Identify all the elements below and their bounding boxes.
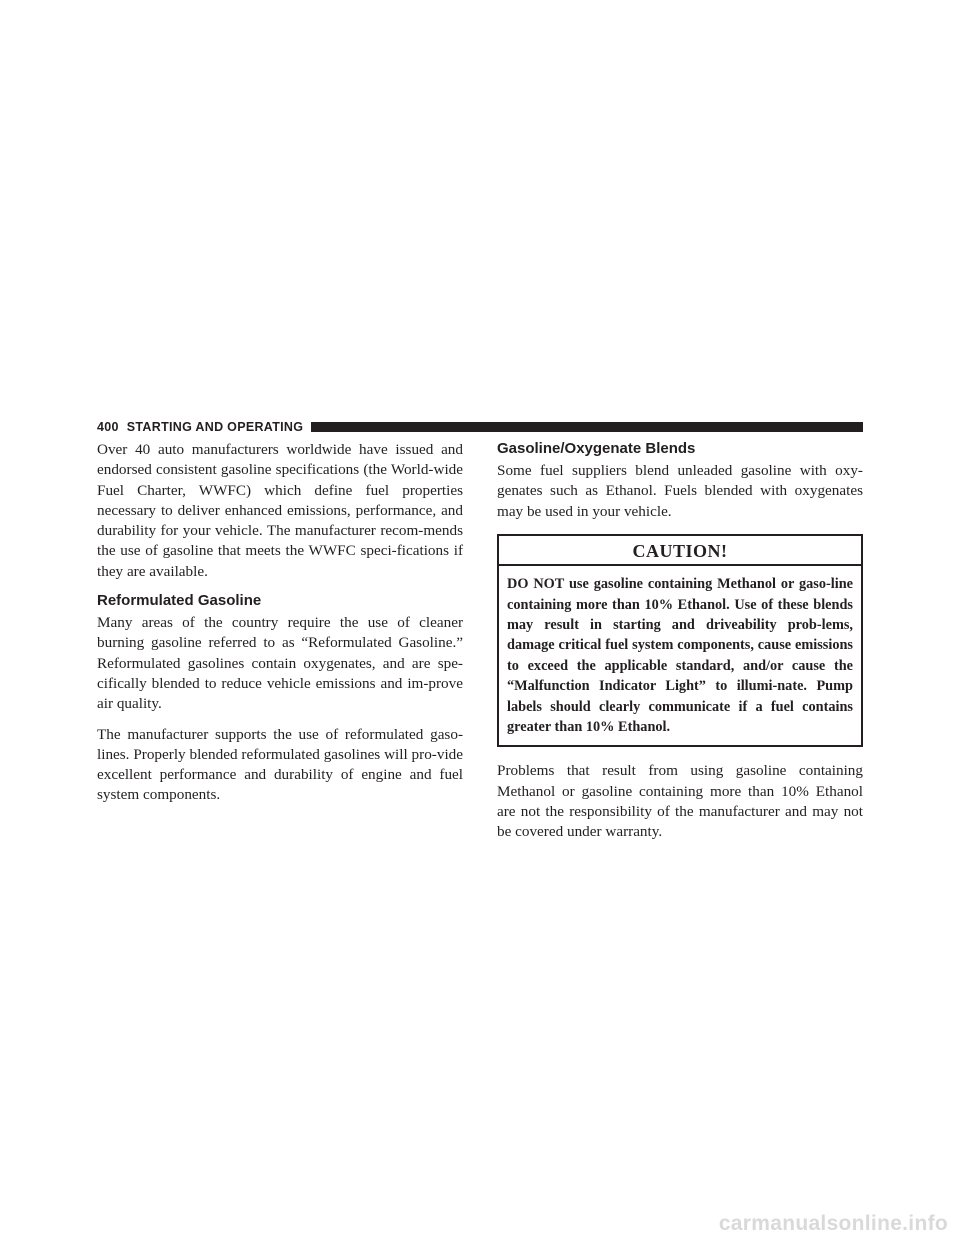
- header-rule: [311, 422, 863, 432]
- reformulated-paragraph-1: Many areas of the country require the use of cleaner burning gasoline referred to as “Reformulated Gasoline.” Reformulated gasolines contain oxygenates, and are spe-cifically blended to reduce vehicle emissions and im-prove air quality.: [97, 614, 463, 713]
- left-column: [97, 440, 463, 816]
- problems-paragraph: Problems that result from using gasoline containing Methanol or gasoline containing more than 10% Ethanol are not the responsibility of the manufacturer and may not be covered under warranty.: [497, 762, 863, 841]
- caution-text: DO NOT use gasoline containing Methanol or gaso-line containing more than 10% Ethanol. Use of these blends may result in starting and driveability prob-lems, damage critical fuel system components, cause emissions to exceed the applicable standard, and/or cause the “Malfunction Indicator Light” to illumi-nate. Pump labels should clearly communicate if a fuel contains greater than 10% Ethanol.: [507, 576, 853, 736]
- intro-paragraph: Over 40 auto manufacturers worldwide have issued and endorsed consistent gasoline specifications (the World-wide Fuel Charter, WWFC) which define fuel properties necessary to deliver enhanced emissions, performance, and durability for your vehicle. The manufacturer recom-mends the use of gasoline that meets the WWFC speci-fications if they are available.: [97, 441, 463, 580]
- caution-title: CAUTION!: [499, 536, 861, 566]
- reformulated-gasoline-heading: Reformulated Gasoline: [97, 592, 262, 610]
- page-number: 400: [97, 420, 119, 434]
- page-header: [97, 418, 863, 436]
- blends-paragraph: Some fuel suppliers blend unleaded gasoline with oxy-genates such as Ethanol. Fuels blended with oxygenates may be used in your vehicle.: [497, 462, 863, 520]
- watermark: carmanualsonline.info: [718, 1212, 948, 1235]
- gasoline-oxygenate-blends-heading: Gasoline/Oxygenate Blends: [497, 440, 696, 457]
- reformulated-paragraph-2: The manufacturer supports the use of reformulated gaso-lines. Properly blended reformulated gasolines will pro-vide excellent performance and durability of engine and fuel system components.: [97, 725, 463, 804]
- section-title: STARTING AND OPERATING: [126, 420, 304, 434]
- caution-box: [497, 534, 863, 748]
- right-column: [497, 440, 863, 853]
